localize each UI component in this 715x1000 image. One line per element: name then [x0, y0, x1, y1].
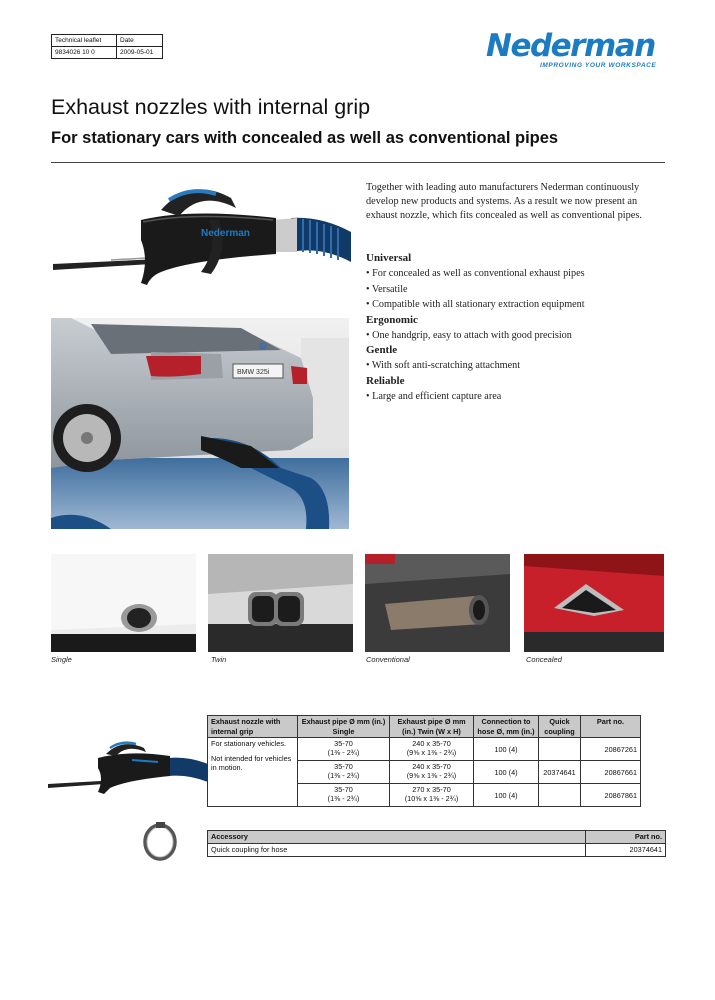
technical-leaflet-number: 9834026 10 0	[52, 47, 117, 58]
accessory-table	[207, 830, 666, 857]
twin-pipe-photo	[208, 554, 353, 652]
description-line: Not intended for vehicles in motion.	[211, 754, 292, 772]
car-plate-text: BMW 325i	[237, 369, 270, 376]
description-line: For stationary vehicles.	[211, 739, 287, 748]
feature-heading: Gentle	[366, 344, 398, 356]
date-value: 2009-05-01	[120, 49, 154, 56]
accessory-name-cell: Quick coupling for hose	[208, 844, 586, 857]
quick-coupling-cell	[539, 738, 581, 761]
part-number-cell: 20374641	[586, 844, 666, 857]
logo-wordmark: Nederman	[486, 28, 655, 64]
table-row	[208, 738, 641, 761]
title-divider	[51, 162, 665, 163]
exhaust-nozzle-small-image	[48, 738, 208, 796]
nozzle-logo-text: Nederman	[201, 228, 250, 239]
feature-heading: Universal	[366, 252, 412, 264]
single-pipe-cell: 35-70 (1⅜ - 2¾)	[298, 761, 390, 784]
feature-item: • One handgrip, easy to attach with good precision	[366, 329, 572, 341]
hose-clamp-image	[140, 818, 180, 864]
table-header-row	[208, 716, 641, 738]
nederman-logo	[486, 30, 666, 69]
feature-heading: Reliable	[366, 374, 405, 387]
car-with-nozzle-photo	[51, 318, 349, 529]
single-pipe-cell: 35-70 (1⅜ - 2¾)	[298, 738, 390, 761]
part-number-cell: 20867261	[581, 738, 641, 761]
twin-pipe-cell: 270 x 35-70 (10⅝ x 1⅜ - 2¾)	[390, 784, 474, 807]
hose-connection-cell: 100 (4)	[474, 738, 539, 761]
intro-paragraph: Together with leading auto manufacturers Nederman continuously develop new products and systems. As a result we now present an exhaust nozzle, which fits concealed as well as conventional pipes.	[366, 182, 642, 221]
product-description	[208, 738, 298, 807]
thumbnail-caption: Single	[51, 655, 72, 664]
column-header: Part no.	[581, 716, 641, 738]
column-header: Accessory	[208, 831, 586, 844]
single-pipe-cell: 35-70 (1⅜ - 2¾)	[298, 784, 390, 807]
date-label: Date	[117, 35, 162, 47]
part-number-cell: 20867661	[581, 761, 641, 784]
specification-table	[207, 715, 641, 807]
page-subtitle: For stationary cars with concealed as well as conventional pipes	[51, 129, 559, 147]
column-header: Connection to hose Ø, mm (in.)	[474, 716, 539, 738]
column-header: Part no.	[586, 831, 666, 844]
quick-coupling-cell	[539, 784, 581, 807]
leaflet-meta-box	[51, 34, 163, 59]
column-header: Exhaust pipe Ø mm (in.) Twin (W x H)	[390, 716, 474, 738]
column-header: Exhaust nozzle with internal grip	[208, 716, 298, 738]
feature-item: • Compatible with all stationary extraction equipment	[366, 299, 585, 310]
feature-heading: Ergonomic	[366, 313, 418, 326]
hose-connection-cell: 100 (4)	[474, 784, 539, 807]
thumbnail-caption: Concealed	[526, 655, 562, 664]
table-header-row	[208, 831, 666, 844]
feature-item: • With soft anti-scratching attachment	[366, 360, 521, 371]
column-header: Exhaust pipe Ø mm (in.) Single	[298, 716, 390, 738]
thumbnail-caption: Conventional	[366, 655, 410, 664]
conventional-pipe-photo	[365, 554, 510, 652]
concealed-pipe-photo	[524, 554, 664, 652]
part-number-cell: 20867861	[581, 784, 641, 807]
column-header: Quick coupling	[539, 716, 581, 738]
exhaust-nozzle-image	[51, 180, 351, 290]
thumbnail-caption: Twin	[211, 655, 227, 664]
feature-item: • Large and efficient capture area	[366, 390, 502, 402]
technical-leaflet-label: Technical leaflet	[52, 35, 117, 47]
single-pipe-photo	[51, 554, 196, 652]
twin-pipe-cell: 240 x 35-70 (9⅝ x 1⅜ - 2¾)	[390, 761, 474, 784]
feature-item: • For concealed as well as conventional exhaust pipes	[366, 268, 585, 279]
hose-connection-cell: 100 (4)	[474, 761, 539, 784]
feature-list	[366, 251, 671, 404]
quick-coupling-cell: 20374641	[539, 761, 581, 784]
logo-tagline: IMPROVING YOUR WORKSPACE	[540, 62, 657, 69]
feature-item: • Versatile	[366, 283, 408, 295]
table-row	[208, 844, 666, 857]
twin-pipe-cell: 240 x 35-70 (9⅝ x 1⅜ - 2¾)	[390, 738, 474, 761]
page-title: Exhaust nozzles with internal grip	[51, 95, 371, 119]
